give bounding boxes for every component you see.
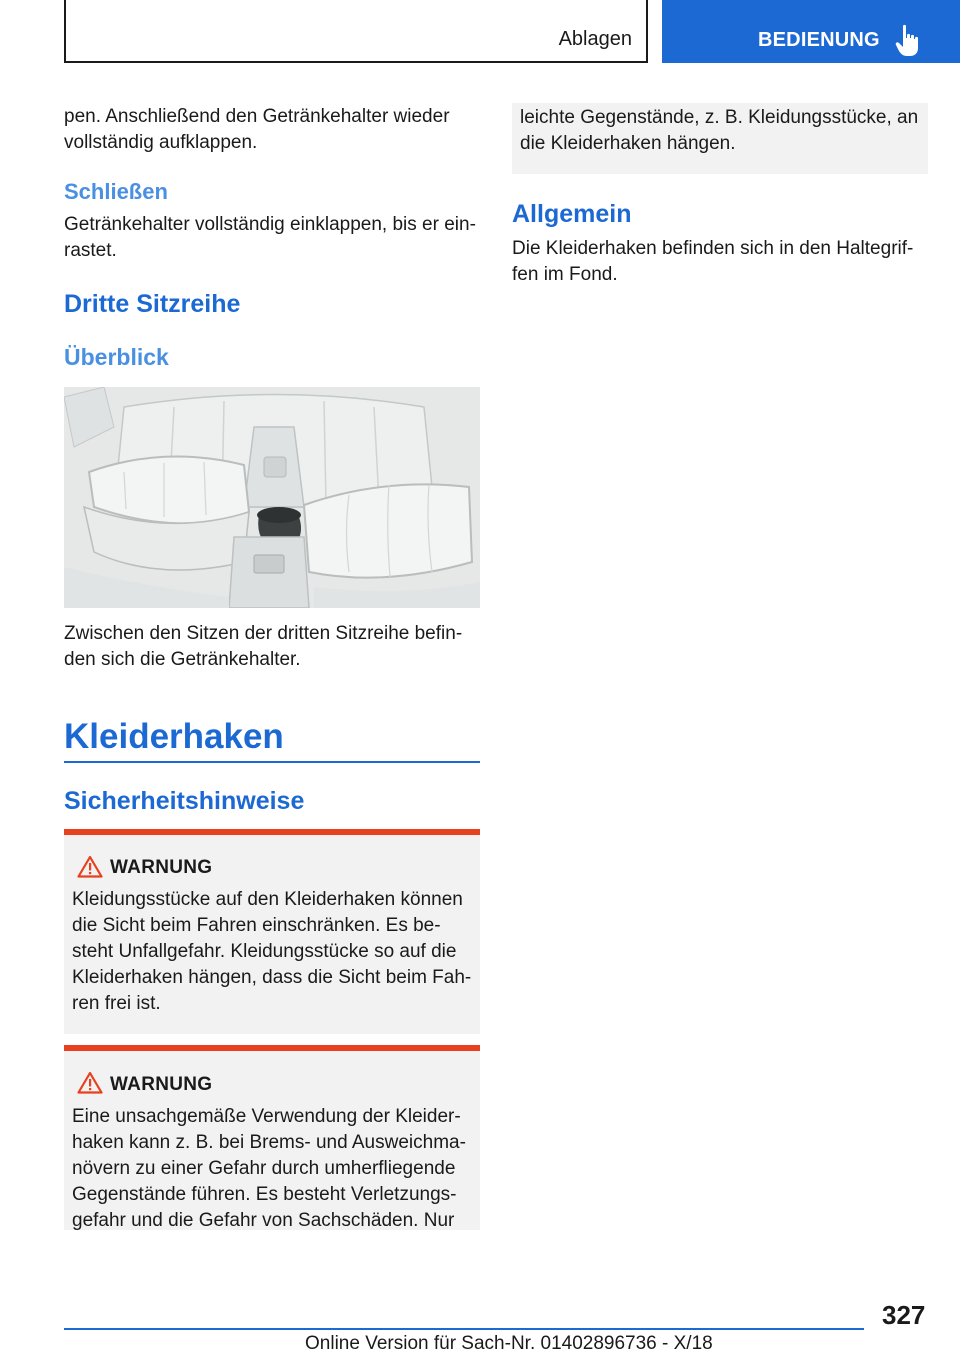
warning-title: WARNUNG	[110, 1074, 213, 1095]
allgemein-paragraph: Die Kleiderhaken befinden sich in den Haltegriffen im Fond.	[512, 238, 914, 285]
heading-kleiderhaken: Kleiderhaken	[64, 717, 284, 756]
header-chapter-tab[interactable]	[662, 0, 960, 63]
heading-ueberblick: Überblick	[64, 344, 169, 370]
heading-sicherheitshinweise: Sicherheitshinweise	[64, 787, 305, 815]
header-section-title: Ablagen	[558, 28, 632, 50]
heading-dritte-sitzreihe: Dritte Sitzreihe	[64, 290, 241, 318]
warning-continuation-box	[512, 103, 928, 174]
section-divider	[64, 761, 480, 763]
third-row-seats-illustration	[64, 387, 480, 608]
footer-online-version: Online Version für Sach-Nr. 01402896736 - X/18	[305, 1333, 713, 1354]
pointing-hand-icon	[895, 24, 921, 63]
warning-text: Kleidungsstücke auf den Kleiderhaken können die Sicht beim Fahren einschränken. Es besteht Unfallgefahr. Kleidungsstücke so auf die Kleiderhaken hängen, dass die Sicht beim Fahren frei ist.	[72, 889, 472, 1014]
heading-allgemein: Allgemein	[512, 200, 632, 228]
chapter-tab-label: BEDIENUNG	[758, 29, 880, 51]
warning-box-2	[64, 1045, 480, 1230]
warning-bar	[64, 829, 480, 835]
page-number: 327	[882, 1300, 926, 1330]
intro-paragraph: pen. Anschließend den Getränkehalter wieder vollständig aufklappen.	[64, 106, 450, 153]
schliessen-paragraph: Getränkehalter vollständig einklappen, bis er einrastet.	[64, 214, 476, 261]
figure-caption: Zwischen den Sitzen der dritten Sitzreihe befinden sich die Getränkehalter.	[64, 623, 463, 670]
warning-title: WARNUNG	[110, 857, 213, 878]
warning-bar	[64, 1045, 480, 1051]
warning-box-1	[64, 829, 480, 1034]
warning-text: Eine unsachgemäße Verwendung der Kleiderhaken kann z. B. bei Brems- und Ausweichmanövern zu einer Gefahr durch umherfliegende Gegenstände führen. Es besteht Verletzungsgefahr und die Gefahr von Sachschäden. Nur	[72, 1106, 466, 1231]
header-section-box	[64, 0, 648, 63]
warning-triangle-icon	[77, 1071, 103, 1099]
warning-continuation-text: leichte Gegenstände, z. B. Kleidungsstücke, an die Kleiderhaken hängen.	[520, 107, 919, 154]
warning-triangle-icon	[77, 855, 103, 883]
heading-schliessen: Schließen	[64, 179, 168, 204]
footer-divider	[64, 1328, 864, 1330]
